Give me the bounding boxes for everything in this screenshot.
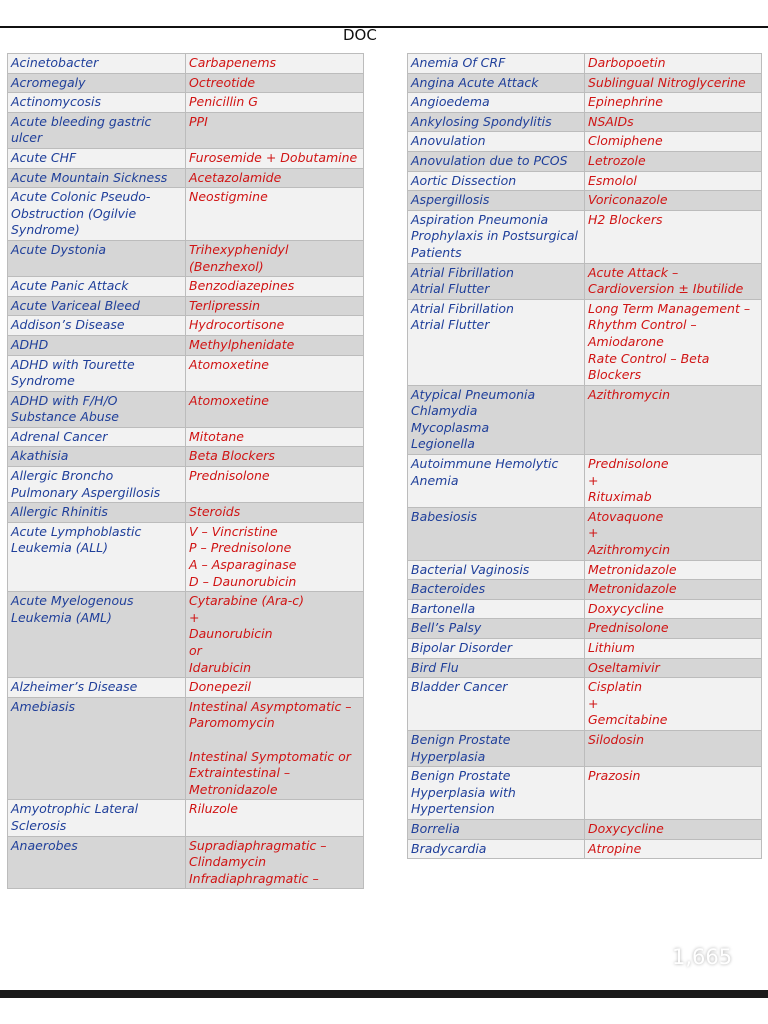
table-row [408, 132, 762, 152]
disease-cell: ADHD with F/H/O Substance Abuse [8, 391, 186, 427]
disease-cell: Aspergillosis [408, 191, 585, 211]
disease-cell: Angina Acute Attack [408, 73, 585, 93]
treatment-cell: Esmolol [585, 171, 762, 191]
table-row [408, 112, 762, 132]
disease-cell: Bacteroides [408, 580, 585, 600]
disease-cell: Atrial Fibrillation Atrial Flutter [408, 263, 585, 299]
treatment-cell: Long Term Management – Rhythm Control – Amiodarone Rate Control – Beta Blockers [585, 299, 762, 385]
treatment-cell: Carbapenems [186, 54, 364, 74]
table-row [408, 678, 762, 731]
disease-cell: Acute Dystonia [8, 240, 186, 276]
table-row [408, 767, 762, 820]
treatment-cell: Hydrocortisone [186, 316, 364, 336]
table-row [8, 355, 364, 391]
table-row [8, 427, 364, 447]
disease-cell: Acinetobacter [8, 54, 186, 74]
disease-cell: Akathisia [8, 447, 186, 467]
disease-cell: Ankylosing Spondylitis [408, 112, 585, 132]
disease-cell: Anaerobes [8, 836, 186, 889]
table-row [8, 836, 364, 889]
disease-cell: Acute bleeding gastric ulcer [8, 112, 186, 148]
bottom-strip [0, 998, 768, 1024]
disease-cell: Autoimmune Hemolytic Anemia [408, 455, 585, 508]
table-row [8, 188, 364, 241]
treatment-cell: Methylphenidate [186, 335, 364, 355]
treatment-cell: Atropine [585, 839, 762, 859]
table-row [408, 507, 762, 560]
table-row [8, 54, 364, 74]
treatment-cell: NSAIDs [585, 112, 762, 132]
table-row [8, 467, 364, 503]
treatment-cell: Acetazolamide [186, 168, 364, 188]
disease-cell: Bird Flu [408, 658, 585, 678]
disease-cell: Bipolar Disorder [408, 639, 585, 659]
treatment-cell: Prednisolone [585, 619, 762, 639]
table-row [408, 385, 762, 454]
table-row [8, 447, 364, 467]
disease-cell: Allergic Broncho Pulmonary Aspergillosis [8, 467, 186, 503]
bottom-bar [0, 990, 768, 998]
treatment-cell: Sublingual Nitroglycerine [585, 73, 762, 93]
treatment-cell: Darbopoetin [585, 54, 762, 74]
treatment-cell: Silodosin [585, 730, 762, 766]
treatment-cell: Oseltamivir [585, 658, 762, 678]
treatment-cell: Lithium [585, 639, 762, 659]
disease-cell: ADHD with Tourette Syndrome [8, 355, 186, 391]
treatment-cell: Penicillin G [186, 93, 364, 113]
treatment-cell: Doxycycline [585, 819, 762, 839]
treatment-cell: Furosemide + Dobutamine [186, 148, 364, 168]
disease-cell: Alzheimer’s Disease [8, 678, 186, 698]
table-row [408, 73, 762, 93]
treatment-table-right [407, 53, 762, 859]
disease-cell: Bladder Cancer [408, 678, 585, 731]
treatment-cell: Clomiphene [585, 132, 762, 152]
disease-cell: Amebiasis [8, 697, 186, 800]
table-row [408, 580, 762, 600]
treatment-cell: V – Vincristine P – Prednisolone A – Asparaginase D – Daunorubicin [186, 522, 364, 591]
treatment-table-left [7, 53, 364, 889]
treatment-cell: Riluzole [186, 800, 364, 836]
table-row [8, 296, 364, 316]
disease-cell: Anovulation due to PCOS [408, 151, 585, 171]
treatment-cell: Beta Blockers [186, 447, 364, 467]
table-row [408, 299, 762, 385]
treatment-cell: Neostigmine [186, 188, 364, 241]
table-row [408, 151, 762, 171]
treatment-cell: PPI [186, 112, 364, 148]
table-row [408, 819, 762, 839]
disease-cell: Acute Variceal Bleed [8, 296, 186, 316]
treatment-cell: Doxycycline [585, 599, 762, 619]
table-row [8, 277, 364, 297]
treatment-cell: Acute Attack – Cardioversion ± Ibutilide [585, 263, 762, 299]
treatment-cell: Prednisolone + Rituximab [585, 455, 762, 508]
table-row [408, 54, 762, 74]
table-row [408, 263, 762, 299]
disease-cell: Adrenal Cancer [8, 427, 186, 447]
treatment-cell: Mitotane [186, 427, 364, 447]
disease-cell: Acute Panic Attack [8, 277, 186, 297]
disease-cell: Anovulation [408, 132, 585, 152]
table-row [8, 522, 364, 591]
disease-cell: Addison’s Disease [8, 316, 186, 336]
table-row [8, 697, 364, 800]
table-row [8, 391, 364, 427]
table-row [408, 619, 762, 639]
treatment-cell: Prazosin [585, 767, 762, 820]
table-row [8, 503, 364, 523]
treatment-cell: Prednisolone [186, 467, 364, 503]
page-header-title: DOC [343, 26, 377, 44]
treatment-cell: Terlipressin [186, 296, 364, 316]
disease-cell: Atypical Pneumonia Chlamydia Mycoplasma Legionella [408, 385, 585, 454]
disease-cell: Bradycardia [408, 839, 585, 859]
disease-cell: Amyotrophic Lateral Sclerosis [8, 800, 186, 836]
disease-cell: Babesiosis [408, 507, 585, 560]
disease-cell: Actinomycosis [8, 93, 186, 113]
heart-outline-icon[interactable] [676, 866, 732, 922]
disease-cell: Acute Colonic Pseudo-Obstruction (Ogilvie Syndrome) [8, 188, 186, 241]
table-row [408, 210, 762, 263]
disease-cell: Borrelia [408, 819, 585, 839]
treatment-cell: Steroids [186, 503, 364, 523]
treatment-cell: Epinephrine [585, 93, 762, 113]
treatment-cell: Intestinal Asymptomatic – Paromomycin Intestinal Symptomatic or Extraintestinal – Metronidazole [186, 697, 364, 800]
disease-cell: Angioedema [408, 93, 585, 113]
disease-cell: Bell’s Palsy [408, 619, 585, 639]
disease-cell: Acute Lymphoblastic Leukemia (ALL) [8, 522, 186, 591]
table-row [8, 316, 364, 336]
disease-cell: Acromegaly [8, 73, 186, 93]
table-row [408, 191, 762, 211]
disease-cell: ADHD [8, 335, 186, 355]
treatment-cell: Azithromycin [585, 385, 762, 454]
disease-cell: Benign Prostate Hyperplasia with Hypertension [408, 767, 585, 820]
disease-cell: Bartonella [408, 599, 585, 619]
disease-cell: Allergic Rhinitis [8, 503, 186, 523]
table-row [408, 730, 762, 766]
table-row [8, 240, 364, 276]
table-row [8, 800, 364, 836]
treatment-cell: H2 Blockers [585, 210, 762, 263]
disease-cell: Acute CHF [8, 148, 186, 168]
table-row [408, 839, 762, 859]
treatment-cell: Metronidazole [585, 580, 762, 600]
treatment-cell: Benzodiazepines [186, 277, 364, 297]
disease-cell: Benign Prostate Hyperplasia [408, 730, 585, 766]
treatment-cell: Atovaquone + Azithromycin [585, 507, 762, 560]
treatment-cell: Atomoxetine [186, 391, 364, 427]
disease-cell: Aspiration Pneumonia Prophylaxis in Postsurgical Patients [408, 210, 585, 263]
table-row [8, 335, 364, 355]
table-row [408, 658, 762, 678]
table-row [8, 592, 364, 678]
table-row [408, 639, 762, 659]
disease-cell: Acute Mountain Sickness [8, 168, 186, 188]
treatment-cell: Donepezil [186, 678, 364, 698]
treatment-cell: Voriconazole [585, 191, 762, 211]
like-count: 1,665 [672, 945, 733, 969]
table-row [408, 455, 762, 508]
treatment-cell: Letrozole [585, 151, 762, 171]
disease-cell: Aortic Dissection [408, 171, 585, 191]
treatment-cell: Atomoxetine [186, 355, 364, 391]
treatment-cell: Cytarabine (Ara-c) + Daunorubicin or Idarubicin [186, 592, 364, 678]
disease-cell: Atrial Fibrillation Atrial Flutter [408, 299, 585, 385]
table-row [8, 678, 364, 698]
table-row [8, 148, 364, 168]
top-divider [0, 26, 768, 28]
treatment-cell: Octreotide [186, 73, 364, 93]
treatment-cell: Metronidazole [585, 560, 762, 580]
table-row [8, 168, 364, 188]
table-row [8, 93, 364, 113]
table-row [8, 73, 364, 93]
table-row [408, 560, 762, 580]
treatment-cell: Trihexyphenidyl (Benzhexol) [186, 240, 364, 276]
treatment-cell: Cisplatin + Gemcitabine [585, 678, 762, 731]
table-row [408, 599, 762, 619]
table-row [408, 93, 762, 113]
disease-cell: Anemia Of CRF [408, 54, 585, 74]
treatment-cell: Supradiaphragmatic – Clindamycin Infradiaphragmatic – [186, 836, 364, 889]
disease-cell: Acute Myelogenous Leukemia (AML) [8, 592, 186, 678]
disease-cell: Bacterial Vaginosis [408, 560, 585, 580]
table-row [8, 112, 364, 148]
table-row [408, 171, 762, 191]
